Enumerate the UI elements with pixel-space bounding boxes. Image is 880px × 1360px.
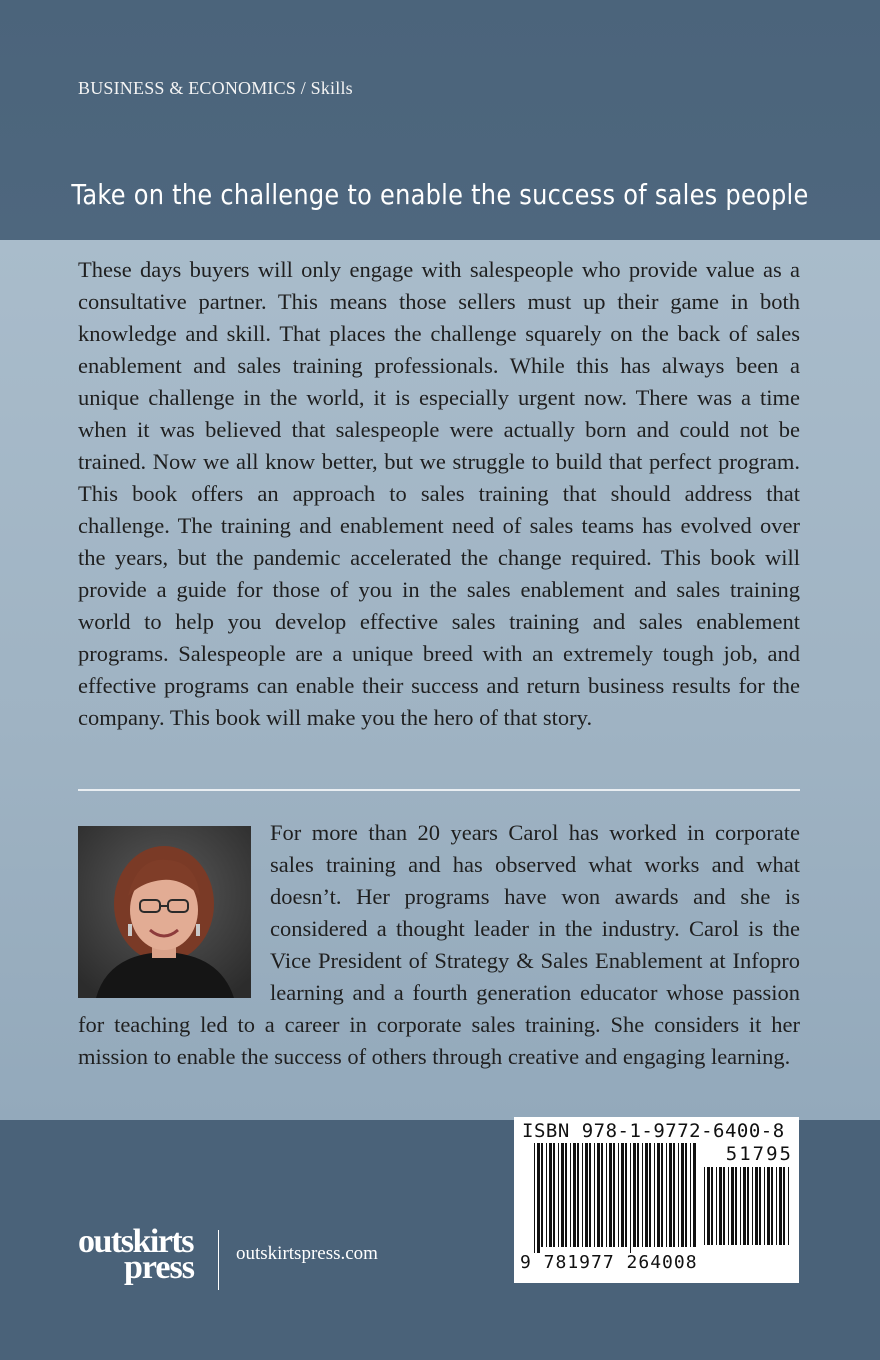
barcode-bar <box>606 1143 607 1247</box>
barcode-bar <box>723 1167 725 1245</box>
barcode-bar <box>585 1143 588 1247</box>
addon-barcode <box>704 1167 790 1249</box>
barcode-bar <box>657 1143 660 1247</box>
barcode-bar <box>673 1143 675 1247</box>
barcode-bar <box>546 1143 547 1247</box>
barcode-bar <box>788 1167 789 1245</box>
barcode-bar <box>558 1143 559 1247</box>
author-bio <box>78 817 800 1073</box>
barcode-bar <box>589 1143 591 1247</box>
barcode-bar <box>645 1143 648 1247</box>
barcode-bar <box>661 1143 663 1247</box>
barcode-bar <box>731 1167 734 1245</box>
barcode-bar <box>735 1167 737 1245</box>
barcode-bar <box>704 1167 705 1245</box>
barcode-bar <box>771 1167 773 1245</box>
barcode-bar <box>553 1143 555 1247</box>
ean-digits: 9 781977 264008 <box>520 1252 698 1273</box>
barcode-bar <box>549 1143 552 1247</box>
barcode-bar <box>740 1167 741 1245</box>
barcode-bar <box>565 1143 567 1247</box>
barcode-bar <box>747 1167 749 1245</box>
barcode-bar <box>779 1167 782 1245</box>
barcode-bar <box>618 1143 619 1247</box>
barcode-bar <box>752 1167 753 1245</box>
barcode-bar <box>755 1167 758 1245</box>
barcode-bar <box>577 1143 579 1247</box>
barcode-bar <box>685 1143 687 1247</box>
barcode-bar <box>537 1143 540 1253</box>
logo-line-1: outskirts <box>78 1223 193 1260</box>
barcode-bar <box>669 1143 672 1247</box>
barcode-bar <box>594 1143 595 1247</box>
publisher-website: outskirtspress.com <box>236 1243 378 1264</box>
barcode-box <box>514 1117 799 1283</box>
barcode-bar <box>613 1143 615 1247</box>
barcode-bar <box>759 1167 761 1245</box>
barcode-bar <box>582 1143 583 1247</box>
barcode-bar <box>597 1143 600 1247</box>
barcode-bar <box>570 1143 571 1247</box>
logo-line-2: press <box>124 1249 194 1286</box>
barcode-bar <box>707 1167 710 1245</box>
logo-divider <box>218 1230 219 1290</box>
barcode-bar <box>716 1167 717 1245</box>
barcode-bar <box>621 1143 624 1247</box>
barcode-bar <box>654 1143 655 1247</box>
barcode-bar <box>678 1143 679 1247</box>
barcode-bar <box>630 1143 631 1253</box>
barcode-bar <box>633 1143 636 1247</box>
barcode-bar <box>719 1167 722 1245</box>
barcode-bar <box>637 1143 639 1247</box>
isbn-label: ISBN 978-1-9772-6400-8 <box>522 1120 785 1142</box>
barcode-bar <box>534 1143 535 1253</box>
barcode-bar <box>728 1167 729 1245</box>
barcode-bar <box>649 1143 651 1247</box>
barcode-bar <box>561 1143 564 1247</box>
photo-spacer <box>78 817 270 1007</box>
barcode-bar <box>743 1167 746 1245</box>
barcode-bar <box>625 1143 627 1247</box>
barcode-bar <box>767 1167 770 1245</box>
price-code: 51795 <box>725 1143 793 1165</box>
barcode-bar <box>690 1143 691 1247</box>
barcode-bar <box>642 1143 643 1247</box>
barcode-bar <box>541 1143 543 1247</box>
barcode-bar <box>711 1167 713 1245</box>
barcode-bar <box>764 1167 765 1245</box>
author-bio-text: For more than 20 years Carol has worked in corporate sales training and has observed what works and what doesn’t. Her programs have won awards and she is considered a thought leader in the industry. Carol is the Vice President of Strategy & Sales Enablement at Infopro learning and a fourth generation educator whose passion for teaching led to a career in corporate sales training. She considers it her mission to enable the success of others through creative and engaging learning. <box>78 820 800 1069</box>
barcode-bar <box>601 1143 603 1247</box>
ean-barcode <box>534 1143 696 1255</box>
divider <box>78 789 800 791</box>
tagline: Take on the challenge to enable the success of sales people <box>71 178 809 211</box>
barcode-bar <box>666 1143 667 1247</box>
category-label: BUSINESS & ECONOMICS / Skills <box>78 78 353 98</box>
barcode-bar <box>573 1143 576 1247</box>
barcode-bar <box>693 1143 696 1247</box>
barcode-bar <box>609 1143 612 1247</box>
barcode-bar <box>776 1167 777 1245</box>
barcode-bar <box>681 1143 684 1247</box>
book-description: These days buyers will only engage with salespeople who provide value as a consultative partner. This means those sellers must up their game in both knowledge and skill. That places the challenge squarely on the back of sales enablement and sales training professionals. While this has always been a unique challenge in the world, it is especially urgent now. There was a time when it was believed that salespeople were actually born and could not be trained. Now we all know better, but we struggle to build that perfect program. This book offers an approach to sales training that should address that challenge. The training and enablement need of sales teams has evolved over the years, but the pandemic accelerated the change required. This book will provide a guide for those of you in the sales enablement and sales training world to help you develop effective sales training and sales enablement programs. Salespeople are a unique breed with an extremely tough job, and effective programs can enable their success and return business results for the company. This book will make you the hero of that story. <box>78 257 800 730</box>
barcode-bar <box>783 1167 785 1245</box>
